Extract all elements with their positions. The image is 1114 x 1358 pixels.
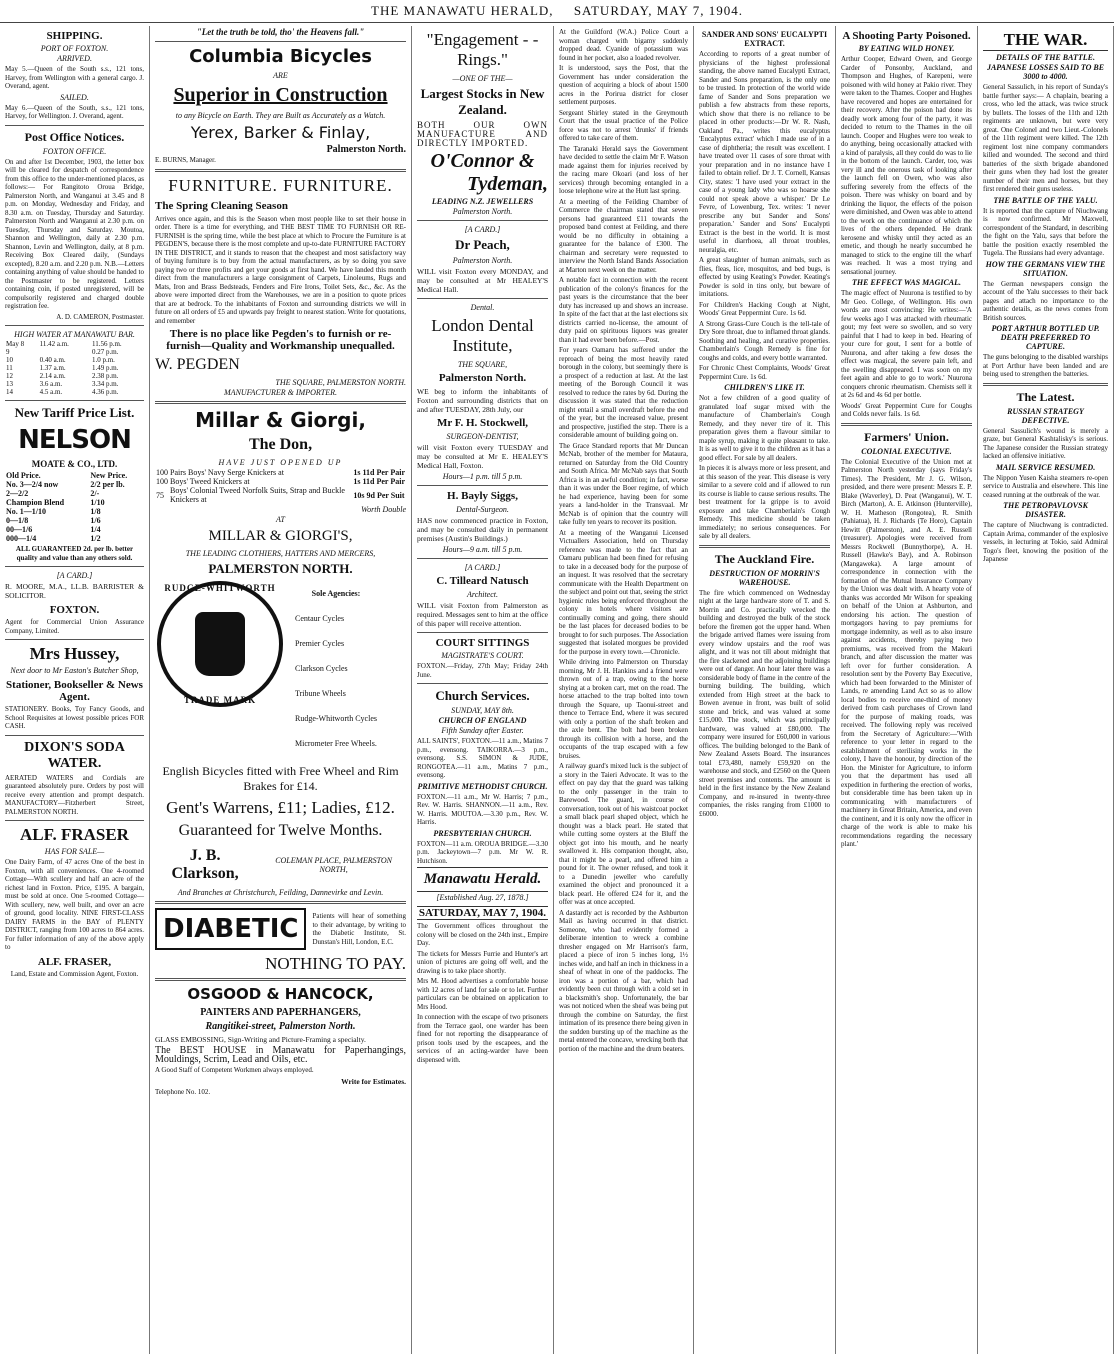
column-7: [978, 26, 1114, 1354]
largest-heading: Largest Stocks in New Zealand.: [420, 86, 545, 117]
pegden-sub: MANUFACTURER & IMPORTER.: [224, 388, 337, 397]
farmers-sub: COLONIAL EXECUTIVE.: [861, 446, 952, 456]
divider: [155, 901, 406, 904]
arrived-label: ARRIVED.: [57, 54, 92, 63]
agency-item: Micrometer Free Wheels.: [295, 739, 377, 748]
clarkson-row: [155, 843, 406, 887]
tide-am: [39, 348, 91, 356]
news-paragraph: A railway guard's mixed luck is the subject of a story in the Taieri Advocate. It was to the effect on pay day that the guard was talking to the only passenger in the train to Barewood. The guard, in course of conversation, took out of his waistcoat pocket a small black pearl shaped object, which he thought was a black pearl. He stated that while cutting some oysters at the Bluff the object got into his mouth, and he nearly swallowed it. His companion thought, also, that it might be a pearl, and offered him a pound for it. The owner refused, and took it to a Dunedin jeweller who carefully examined the object and pronounced it a black pearl. He offered £24 for it, and the offer was at once accepted.: [559, 762, 688, 906]
siggs-text: HAS now commenced practice in Foxton, and may be consulted daily in permanent premises (Austin's Buildings.): [417, 516, 548, 543]
latest-heading: The Latest.: [1016, 389, 1075, 404]
jewellers-city: Palmerston North.: [452, 207, 513, 216]
moore-card: R. MOORE, M.A., LL.B. BARRISTER & SOLICITOR.: [5, 582, 144, 600]
furniture-text: Arrives once again, and this is the Season when most people like to set their house in order. There is a time for everything, and THE BEST TIME TO FURNISH OR RE-FURNISH is the spring time, while the best place at which to Procure the Furniture is at PEGDEN'S, because there is the most complete and up-to-date FURNITURE FACTORY IN THE DISTRICT, and it stands to reason that the cheapest and most satisfactory way of buying furniture is to buy from the actual manufacturers, as by so doing you save paying two or three profits and get your goods at first hand. We have landed this month direct from the manufacturers a large consignment of Carpets, Linoleums, Rugs and Mats, Iron and Brass Bedsteads, Fenders and Fire Irons, Toilet Sets, &c., &c. As the above were imported direct from the Warehouses, we are in a position to quote prices that are at bedrock. To the inhabitants of Foxton and surrounding districts we will in future on all orders of £5 and upwards pay freight to nearest station. Write for quotations, and remember: [155, 214, 406, 325]
price-header: New Price.: [90, 471, 128, 480]
petro-heading: THE PETROPAVLOVSK DISASTER.: [1003, 501, 1088, 519]
column-2: [150, 26, 412, 1354]
yalu-heading: THE BATTLE OF THE YALU.: [993, 195, 1098, 205]
germans-text: The German newspapers consign the account of the Yalu successes to their back pages and attach no importance to the authentic details, as the news comes from British sources.: [983, 279, 1108, 322]
news-paragraph: At a meeting of the Feilding Chamber of Commerce the chairman stated that seven persons had guaranteed £11 towards the proposed band contest at Feilding, and there would be no difficulty in obtaining a guarantee for the balance of £300. The chairman and secretary were requested to interview the North Island Bands Association at Marton next week on the matter.: [559, 197, 688, 274]
yerex-heading: Yerex, Barker & Finlay,: [190, 123, 371, 142]
stockwell-text: will visit Foxton every TUESDAY and may be consulted at Mr E. HEALEY'S Medical Hall, Foxton.: [417, 443, 548, 470]
news-paragraph: A notable fact in connection with the recent publication of the colony's finances for the past years is the circumstance that the beer duty has increased up and shows an increase. In spite of the fact that at the last elections six districts carried no-license, the amount of duty paid on spirituous liquors was greater than it had ever been before.—Post.: [559, 276, 688, 344]
stock-item: Pairs Boys' Navy Serge Knickers at: [170, 468, 284, 477]
farmers-heading: Farmers' Union.: [864, 429, 949, 444]
rangitikei-address: Rangitikei-street, Palmerston North.: [205, 1021, 356, 1032]
news-paragraph: The Taranaki Herald says the Government have decided to settle the claim Mr F. Watson made against them for injuries received by the racing mare Okoari (and loss of her services) through becoming entangled in a loose telephone wire at the Hutt last spring.: [559, 144, 688, 195]
divider: [841, 423, 972, 426]
divider: [5, 125, 144, 126]
pegden-address: THE SQUARE, PALMERSTON NORTH.: [275, 378, 406, 387]
woods-text: Woods' Great Peppermint Cure for Coughs and Colds never fails. 1s 6d.: [841, 401, 972, 418]
osgood-heading: OSGOOD & HANCOCK,: [187, 985, 374, 1003]
don-heading: The Don,: [248, 436, 313, 453]
war-text: General Sassulich, in his report of Sunday's battle further says:— A chaplain, bearing a cross, who led the attack, was twice struck by bullets. The losses of the 11th and 12th regiments are unknown, but were very great. One Colonel and two Lieut.-Colonels of the 11th regiment were killed. The 12th regiment lost nine company commanders killed and wounded. The second and third batteries of the sixth brigade abandoned their guns when they had lost the greater number of their men and horses, but they first rendered their guns useless.: [983, 83, 1108, 193]
column-6: [836, 26, 978, 1354]
petro-text: The capture of Niuchwang is contradicted. Captain Arima, commander of the explosive vessels, in lecturing at Tokio, said Admiral Togo's fleet, knowing the position of the Japanese: [983, 521, 1108, 563]
stock-row: [155, 486, 406, 504]
tide-table: [5, 340, 144, 396]
sanders-text: According to reports of a great number of physicians of the highest professional standing, the above named Eucalypti Extract, Sander and Sons preparation, is the only one to be trusted. In protection of the world wide fame of Sander and Sons preparation we publish a few abstracts from these reports, which show that there is no reliance to be placed in other products:—Dr W. R. Nash, Oakland Pa., writes this eucalyptus 'Eucalyptus extract' which I made use of in a case of diphtheria; the result was excellent. I have treated over 11 cases of sore throat with your preparation and in no instance have I failed to obtain relief. Dr J. T. Cornell, Kansas City, states: 'I have used your extract in the case of a young lady who was so hoarse she could not speak above a whisper.' Dr Le Fevre, of Lowenburg, Tex. writes: 'I never prescribe any but Sander and Sons' preparation.' Sander and Sons' Eucalypti Extract is the best in the world. It is most useful in diarrhoea, all throat troubles, neuralgia, etc.: [699, 50, 830, 254]
divider: [983, 383, 1108, 386]
news-paragraph: At a meeting of the Wanganui Licensed Victuallers Association, held on Thursday reference was made to the fact that an Oamaru publican had been fined for refusing to take in a deceased body for the purpose of an inquest. It was resolved that the secretary communicate with the Health Department on the subject and point out that, seeing the strict hygienic rules being enforced throughout the colony in hotels where visitors are continually coming and going, there should be the last places for deceased bodies to be brought to for such purposes. The Association suggested that isolated morgues be provided for the purpose in every town.—Chronicle.: [559, 528, 688, 656]
tide-day: 10: [6, 356, 13, 364]
children-heading: CHILDREN'S LIKE IT.: [724, 383, 805, 392]
church-heading: Church Services.: [435, 688, 530, 703]
court-text: FOXTON.—Friday, 27th May; Friday 24th June.: [417, 662, 548, 679]
fraser-text: One Dairy Farm, of 47 acres One of the best in Foxton, with all conveniences. One 4-roomed Cottage—With scullery and half an acre of the richest land in Foxton. Price, £195. A bargain, must be sold at once. One 5-roomed Cottage—With scullery, new, well built, and over an acre of ground, good locality. NINE FIRST-CLASS DAIRY FARMS in the BAY of PLENTY DISTRICT, ranging from 100 acres to 864 acres. For fuller information of any of the above apply to: [5, 858, 144, 951]
effect-text: The magic effect of Nuurona is testified to by Mr Geo. College, of Wellington. His own words are most convincing: He writes:—'A few weeks ago I was attacked with rheumatic gout; my feet were so swollen, and so very painful that I had to keep in bed. Hearing of your cure for gout, I sent for a bottle of Nuurona, and after taking a few doses the effect was magical, the severe pain left, and the swelling disappeared. I was soon on my feet again and able to go to work.' Nuurona conquers chronic rheumatism. Chemists sell it at 2s 6d and 4s 6d per bottle.: [841, 289, 972, 399]
price-old: 0—1/8: [6, 516, 29, 525]
tide-day: 14: [6, 388, 13, 396]
divider: [699, 545, 830, 548]
divider: [5, 400, 144, 401]
stock-price: 1s 11d Per Pair: [353, 477, 405, 486]
at-label: AT: [275, 515, 286, 524]
stock-item: Boys' Colonial Tweed Norfolk Suits, Strap and Buckle Knickers at: [170, 486, 345, 504]
hand-icon: [195, 612, 245, 676]
diabetic-text: Patients will hear of something to their advantage, by writing to the Diabetic Institute, St. Dunstan's Hill, London, E.C.: [312, 912, 406, 946]
news-paragraph: Sergeant Shirley stated in the Greymouth Court that the usual practice of the Police force was not to arrest 'drunks' if friends offered to take care of them.: [559, 108, 688, 142]
war-heading: THE WAR.: [983, 30, 1108, 51]
peach-name: Dr Peach,: [455, 237, 510, 252]
price-row: [5, 525, 144, 534]
price-old: 000—1/4: [6, 534, 37, 543]
divider: [417, 485, 548, 486]
nelson-logo: NELSON: [18, 425, 131, 455]
superior-heading: Superior in Construction: [173, 84, 388, 106]
price-old: Champion Blend: [6, 498, 65, 507]
mail-text: The Nippon Yusen Kaisha steamers re-open service to Australia and elsewhere. This line ceased running at the outbreak of the war.: [983, 473, 1108, 499]
tide-pm: 4.36 p.m.: [91, 388, 119, 396]
news-paragraph: It is understood, says the Post, that the Government has under consideration the question of acquiring a block of about 1500 acres in the Porirua district for closer settlement purposes.: [559, 64, 688, 106]
tide-pm: 0.27 p.m.: [91, 348, 119, 356]
dental-text: WE beg to inform the inhabitants of Foxton and surrounding districts that on and after TUESDAY, 28th July, our: [417, 387, 548, 414]
tide-am: 4.5 a.m.: [39, 388, 63, 396]
diabetic-heading: DIABETIC: [155, 908, 306, 950]
post-office-sub: FOXTON OFFICE.: [42, 146, 107, 156]
yerex-city: Palmerston North.: [326, 144, 406, 155]
shooting-text: Arthur Cooper, Edward Owen, and George Carder of Ponsonby, Auckland, and Thompson and Hughes, of Karepeni, were poisoned with wild honey at Pakio river. They were taken to the Thames. Cooper and Hughes have recovered and hopes are entertained for their recovery. After the poison had done its deadly work among four of the party, it was decided to return to the Thames in the oil launch. Cooper and Hughes were too weak to do anything, being occasionally attacked with a kind of paralysis, all they could do was to lie in the bottom of the launch. Carder, too, was very ill and the onerous task of looking after the launch fell on Owen, who was also suffering severely from the effects of the poison. There was whisky on board and by drinking the liquor, the effects of the poison were diminished, and Owen was able to attend to the work on the continuance of which the lives of the others depended. He drank kerosene and whisky until they acted as an emetic, and though he nearly succumbed he managed to stick to the engine till the wharf was reached. It was a most trying and sensational journey.: [841, 55, 972, 276]
clarkson-name: J. B. Clarkson,: [171, 847, 239, 882]
one-of-label: —ONE OF THE—: [452, 74, 513, 83]
news-paragraph: A dastardly act is recorded by the Ashburton Mail as having occurred in that district. Someone, who had evidently formed a deliberate intention to wreck a combine thresher engaged on Mr Harrison's farm, placed a piece of iron 5 inches long, 1½ inches wide, and half an inch in thickness in a sheaf of wheat in one of the paddocks. The iron was a portion of a bar, which had evidently been cut through with a cold set in a blacksmith's shop. Unfortunately, the bar was not noticed when the sheaf was being put through the combine on Saturday, the first intimation of its presence there being given in the sudden bursting up of the machine as the metal entered the concave, wrecking both that portion of the machine and the drum beaters.: [559, 908, 688, 1053]
stock-note: Worth Double: [361, 505, 406, 514]
shooting-sub: BY EATING WILD HONEY.: [858, 44, 955, 53]
editorial-1: The Government offices throughout the colony will be closed on the 24th inst., Empire Day.: [417, 922, 548, 947]
divider: [5, 639, 144, 640]
moore-agent: Agent for Commercial Union Assurance Company, Limited.: [5, 618, 144, 635]
nothing-to-pay: NOTHING TO PAY.: [265, 954, 406, 973]
painters-label: PAINTERS AND PAPERHANGERS,: [200, 1007, 361, 1018]
tide-row: [5, 372, 144, 380]
stock-qty: 75: [156, 490, 164, 500]
agency-item: Tribune Wheels: [295, 689, 346, 698]
peach-city: Palmerston North.: [452, 256, 513, 265]
clothiers-label: THE LEADING CLOTHIERS, HATTERS AND MERCERS,: [185, 549, 376, 558]
rudge-whitworth-logo: [157, 581, 283, 707]
tide-row: [5, 348, 144, 356]
agency-item: Clarkson Cycles: [295, 664, 348, 673]
divider: [155, 41, 406, 42]
staff-text: A Good Staff of Competent Workmen always employed.: [155, 1066, 314, 1074]
price-old: No. 1—1/10: [6, 507, 46, 516]
hussey-name: Mrs Hussey,: [29, 644, 120, 663]
are-label: ARE: [273, 71, 288, 80]
mail-heading: MAIL SERVICE RESUMED.: [995, 462, 1096, 472]
tide-am: 1.37 a.m.: [39, 364, 66, 372]
stationery-text: STATIONERY. Books, Toy Fancy Goods, and School Requisites at lowest possible prices FOR CASH.: [5, 705, 144, 730]
hussey-sub: Next door to Mr Easton's Butcher Shop,: [10, 666, 139, 675]
divider: [5, 566, 144, 567]
divider: [155, 169, 406, 172]
pepper-text: For Chronic Chest Complaints, Woods' Great Peppermint Cure. 1s 6d.: [699, 364, 830, 381]
editorial-2: The tickets for Messrs Furrie and Hunter's art union of pictures are going off well, and the drawing is to take place shortly.: [417, 949, 548, 975]
price-header-row: [5, 471, 144, 480]
stockwell-name: Mr F. H. Stockwell,: [436, 417, 529, 429]
court-heading: COURT SITTINGS: [435, 637, 530, 649]
card-label-2: [A CARD.]: [464, 563, 501, 572]
divider: [5, 820, 144, 821]
tydeman-name: Tydeman,: [467, 173, 548, 195]
postmaster-sign: A. D. CAMERON, Postmaster.: [56, 312, 144, 321]
editorial-4: In connection with the escape of two prisoners from the Terrace gaol, one warder has been fined for not reporting the disappearance of prison tools used by the escapees, and the services of an acting-warder have been dispensed with.: [417, 1013, 548, 1064]
stock-price: 10s 9d Per Suit: [353, 490, 405, 500]
stockwell-hours: Hours—1 p.m. till 5 p.m.: [442, 472, 523, 481]
engagement-heading: "Engagement - - Rings.": [426, 30, 539, 69]
price-old: 00—1/6: [6, 525, 33, 534]
auckland-fire-sub: DESTRUCTION OF MORRIN'S WAREHOUSE.: [709, 568, 820, 587]
furniture-heading: FURNITURE. FURNITURE.: [168, 175, 393, 195]
primitive-label: PRIMITIVE METHODIST CHURCH.: [417, 781, 548, 791]
port-arthur-heading: PORT ARTHUR BOTTLED UP. DEATH PREFERRED TO CAPTURE.: [991, 324, 1100, 351]
presby-label: PRESBYTERIAN CHURCH.: [433, 828, 532, 838]
stock-qty: 100: [156, 468, 168, 477]
issue-date: SATURDAY, MAY 7, 1904.: [573, 3, 743, 18]
post-office-text: On and after 1st December, 1903, the letter box will be cleared for despatch of correspondence from this office to the under-mentioned places, as follows:— For Rangitoto Oroua Bridge, Palmerston North, and Wanganui at 3.45 and 8 p.m. on Monday, Wednesday and Friday, and 8.30 a.m. on Tuesday, Thursday and Saturday. Palmerston North and Wanganui at 2.30 p.m. on Tuesday, Thursday and Saturday. Moutoa, Shannon and Wellington, daily at 2.30 p.m. Shannon, Levin and Wellington, daily, at 8 p.m. Receiving Box Cleared daily, (Sundays excepted), 8.20 a.m. and 2.20 p.m. N.B.—Letters containing anything of value should be handed to the Postmaster to be registered. Letters containing coin, if posted unregistered, will be compulsorily registered and charged double registration fee.: [5, 157, 144, 310]
fraser-heading: ALF. FRASER: [20, 825, 129, 844]
magistrate-label: MAGISTRATE'S COURT.: [441, 651, 524, 660]
price-new: 1/2: [90, 534, 101, 543]
hacking-text: For Children's Hacking Cough at Night, Woods' Great Peppermint Cure. 1s 6d.: [699, 300, 830, 317]
sunday-label: SUNDAY, MAY 8th.: [451, 706, 514, 715]
tide-day: 11: [6, 364, 13, 372]
price-new: 1/6: [90, 516, 101, 525]
price-table: [5, 471, 144, 543]
divider: [5, 325, 144, 326]
estimates-text: Write for Estimates.: [341, 1076, 406, 1086]
dixon-text: AERATED WATERS and Cordials are guaranteed absolutely pure. Orders by post will receive every attention and prompt despatch. MANUFACTORY—Fitzherbert Street, PALMERSTON NORTH.: [5, 773, 144, 816]
siggs-name: H. Bayly Siggs,: [447, 490, 518, 502]
tide-day: 9: [6, 348, 10, 356]
columbia-heading: Columbia Bicycles: [189, 46, 372, 67]
tide-row: [5, 356, 144, 364]
price-new: 1/8: [90, 507, 101, 516]
tide-pm: 3.34 p.m.: [91, 380, 119, 388]
price-new: 2/-: [90, 489, 100, 498]
divider: [417, 298, 548, 299]
tide-heading: HIGH WATER AT MANAWATU BAR.: [14, 330, 135, 339]
tide-pm: 1.0 p.m.: [91, 356, 115, 364]
shipping-heading: SHIPPING.: [46, 30, 103, 42]
price-row: [5, 489, 144, 498]
tide-am: 0.40 a.m.: [39, 356, 66, 364]
card-label: [A CARD.]: [56, 571, 93, 580]
agencies-list: [295, 581, 377, 756]
shipping-port: PORT OF FOXTON.: [40, 44, 109, 53]
price-row: [5, 498, 144, 507]
square-label: THE SQUARE,: [457, 360, 508, 369]
price-row: [5, 516, 144, 525]
coe-text: ALL SAINTS', FOXTON.—11 a.m., Matins 7 p.m., evensong. TAIKORRA.—3 p.m., evensong. S.S. SIMON & JUDE, RONGOTEA.—11 a.m., Matins 7 p.m., evensong.: [417, 737, 548, 779]
fire-text: The fire which commenced on Wednesday night at the large hardware store of T. and S. Morrin and Co. practically wrecked the building and destroyed the bulk of the stock before the firemen got the upper hand. When the brigade arrived flames were issuing from every window upstairs and the roof was alight, and it was not till about midnight that the fire slackened and the adjoining buildings were out of danger. An hour later there was a considerable body of flame in the centre of the burning building. The building, which extended from High street at the back to Bowen avenue in front, was built of solid stone and brick, and was valued at some £15,000. The stock, which was principally hardware, was valued at £80,000. The company were insured for £60,000 in various offices. The building belonged to the Bank of New Zealand Assets Board. The insurances total £73,480, namely £59,920 on the warehouse and stock, and £2560 on the Queen street premises and contents. The amount is held in the first instance by the New Zealand Company, and re-insured in twenty-three companies, the risks ranging from £1000 to £6000.: [699, 588, 830, 818]
effect-heading: THE EFFECT WAS MAGICAL.: [851, 278, 962, 287]
herald-title: Manawatu Herald.: [417, 867, 548, 892]
losses-heading: JAPANESE LOSSES SAID TO BE 3000 to 4000.: [986, 63, 1105, 81]
clarkson-address: COLEMAN PLACE, PALMERSTON NORTH,: [275, 856, 393, 874]
stock-price: 1s 11d Per Pair: [353, 468, 405, 477]
tariff-heading: New Tariff Price List.: [14, 405, 135, 420]
millar2-heading: MILLAR & GIORGI'S,: [208, 528, 353, 544]
post-office-heading: Post Office Notices.: [24, 129, 125, 144]
stock-qty: 100: [156, 477, 168, 486]
column-4: [554, 26, 694, 1354]
price-row: [5, 480, 144, 489]
warrens-prices: Gent's Warrens, £11; Ladies, £12.: [166, 798, 395, 817]
spring-heading: The Spring Cleaning Season: [155, 199, 288, 212]
sailed-label: SAILED.: [60, 92, 89, 102]
divider: [155, 978, 406, 981]
oconnor-name: O'Connor &: [430, 150, 535, 172]
clarkson-branches: And Branches at Christchurch, Feilding, Dannevirke and Levin.: [177, 888, 384, 897]
siggs-sub: Dental-Surgeon.: [456, 505, 509, 514]
children-text: Not a few children of a good quality of granulated loaf sugar mixed with the manufacture of Chamberlain's Cough Remedy, and they never tire of it. This preparation gives them a flavour similar to maple syrup, making it quite pleasant to take. It is as well to give it to the children as it has a good effect. For sale by all dealers.: [699, 394, 830, 462]
dental-label: Dental.: [470, 303, 495, 312]
price-new: 2/2 per lb.: [90, 480, 125, 489]
tide-day: 12: [6, 372, 13, 380]
stock-item: Boys' Tweed Knickers at: [170, 477, 250, 486]
agencies-heading: Sole Agencies:: [311, 589, 361, 598]
superior-sub: to any Bicycle on Earth. They are Built as Accurately as a Watch.: [175, 111, 386, 120]
stock-table: [155, 468, 406, 504]
divider: [5, 735, 144, 736]
arrived-text: May 5.—Queen of the South s.s., 121 tons, Harvey, from Wellington with a general cargo. J. Overand, agent.: [5, 65, 144, 90]
peach-text: WILL visit Foxton every MONDAY, and may be consulted at Mr HEALEY'S Medical Hall.: [417, 267, 548, 294]
pegden-tagline: There is no place like Pegden's to furnish or re-furnish—Quality and Workmanship unequalled.: [166, 328, 395, 352]
grippe-text: In pieces it is always more or less present, and at this season of the year. This disease is very similar to a severe cold and if allowed to run its course is liable to cause serious results. The best treatment for la grippe is to avoid exposure and take Chamberlain's Cough Remedy. This medicine should be taken immediately; no serious consequences. For sale by all dealers.: [699, 464, 830, 540]
primitive-text: FOXTON.—11 a.m., Mr W. Harris; 7 p.m., Rev. W. Harris. SHANNON.—11 a.m., Rev. W. Harris. MOUTOA.—3.30 p.m., Rev. W. Harris.: [417, 792, 548, 826]
coe-label: CHURCH OF ENGLAND: [438, 716, 527, 725]
tide-pm: 2.38 p.m.: [91, 372, 119, 380]
tide-am: 11.42 a.m.: [39, 340, 69, 348]
dixon-heading: DIXON'S SODA WATER.: [24, 739, 125, 771]
masthead: [0, 0, 1114, 23]
fraser-sign: ALF. FRASER,: [37, 955, 112, 968]
tide-day: May 8: [6, 340, 25, 348]
siggs-hours: Hours—9 a.m. till 5 p.m.: [442, 545, 523, 554]
nelson-sub: MOATE & CO., LTD.: [31, 459, 118, 469]
stationer: Stationer, Bookseller & News Agent.: [6, 679, 143, 703]
millar-city: PALMERSTON NORTH.: [208, 561, 353, 576]
port-arthur-text: The guns belonging to the disabled warships at Port Arthur have been landed and are being used to strengthen the batteries.: [983, 353, 1108, 378]
divider: [417, 220, 548, 221]
agency-item: Centaur Cycles: [295, 614, 345, 623]
yalu-text: It is reported that the capture of Niuchwang is now confirmed. Mr Maxwell, correspondent of the Standard, in describing the fight on the Yalu, says that before the battle the position exactly resembled the Tugela. The Russians had every advantage.: [983, 206, 1108, 257]
english-bicycles: English Bicycles fitted with Free Wheel and Rim Brakes for £14.: [162, 764, 399, 793]
news-paragraph: For years Oamaru has suffered under the reproach of being the most heavily rated borough in the colony, but seemingly there is a prospect of a reduction at last. At the last meeting of the Borough Council it was resolved to reduce the rates by 6d. During the discussion it was stated that the reduction might entail a small overdraft before the end of the year, but the increased value, present and prospective, justified the step. There is a considerable amount of building going on.: [559, 346, 688, 439]
tide-row: [5, 380, 144, 388]
surgeon-label: SURGEON-DENTIST,: [446, 432, 519, 441]
column-1: [0, 26, 150, 1354]
strong-text: A Strong Grass-Cure Couch is the tell-tale of Dry Sore throat, due to inflamed throat glands. Soothing and healing, and curative properties. Chamberlain's Cough Remedy is fine for coughs and colds, and every bottle warranted.: [699, 319, 830, 362]
news-paragraph: At the Guildford (W.A.) Police Court a woman charged with bigamy suddenly dropped dead. Cyanide of potassium was found in her pocket, also a loaded revolver.: [559, 28, 688, 62]
news-paragraph: While driving into Palmerston on Thursday morning, Mr J. H. Hankins and a friend were thrown out of a trap, owing to the horse shying at a broken cart, met on the road. The horse attached to the trap bolted into town through the Square, up Taonui-street and thence to Terrace End, where it was secured with only a portion of the shaft broken and the axle bent. The bolt had been broken through its collision with a horse, and the occupants of the trap escaped with a few bruises.: [559, 658, 688, 760]
price-header: Old Price.: [6, 471, 41, 480]
column-3: [412, 26, 554, 1354]
tide-am: 3.6 a.m.: [39, 380, 63, 388]
fraser-sub: HAS FOR SALE—: [44, 847, 105, 856]
opened-label: HAVE JUST OPENED UP: [218, 458, 343, 467]
architect-label: Architect.: [466, 590, 499, 599]
divider: [417, 632, 548, 633]
divider: [417, 558, 548, 559]
rudge-block: [155, 581, 406, 761]
herald-date: SATURDAY, MAY 7, 1904.: [418, 907, 547, 919]
germans-heading: HOW THE GERMANS VIEW THE SITUATION.: [985, 259, 1106, 278]
war-sub: DETAILS OF THE BATTLE.: [996, 53, 1095, 62]
stock-row: [155, 468, 406, 477]
tide-pm: 11.56 p.m.: [91, 340, 122, 348]
russian-text: General Sassulich's wound is merely a graze, but General Kashtalisky's is serious. The Japanese consider the Russian strategy lacked an offensive initiative.: [983, 426, 1108, 460]
yerex-manager: E. BURNS, Manager.: [155, 156, 216, 164]
glass-text: GLASS EMBOSSING, Sign-Writing and Picture-Framing a specialty.: [155, 1035, 366, 1044]
price-new: 1/4: [90, 525, 101, 534]
guarantee: Guaranteed for Twelve Months.: [178, 822, 383, 839]
both-text: BOTH OUR OWN MANUFACTURE AND DIRECTLY IMPORTED.: [417, 120, 548, 148]
shooting-heading: A Shooting Party Poisoned.: [842, 30, 971, 42]
jewellers-label: LEADING N.Z. JEWELLERS: [431, 197, 534, 206]
tide-day: 13: [6, 380, 13, 388]
price-old: 2—2/2: [6, 489, 29, 498]
price-old: No. 3—2/4 now: [6, 480, 59, 489]
editorial-3: Mrs M. Hood advertises a comfortable house with 12 acres of land for sale or to let. Further particulars can be obtained on application to Mrs Hood.: [417, 977, 548, 1011]
divider: [417, 683, 548, 684]
fraser-sign2: Land, Estate and Commission Agent, Foxton.: [10, 969, 139, 978]
fifth-sunday: Fifth Sunday after Easter.: [441, 726, 524, 735]
stock-row: [155, 477, 406, 486]
tide-row: [5, 364, 144, 372]
rudge-bottom-text: TRADE MARK: [183, 695, 257, 705]
established-label: [Established Aug. 27, 1878.]: [436, 893, 529, 902]
rudge-top-text: RUDGE-WHITWORTH: [164, 583, 276, 593]
sanders-heading: SANDER AND SONS' EUCALYPTI EXTRACT.: [701, 30, 828, 48]
price-row: [5, 534, 144, 543]
price-row: [5, 507, 144, 516]
natusch-text: WILL visit Foxton from Palmerston as required. Messages sent to him at the office of this paper will receive attention.: [417, 601, 548, 628]
tide-pm: 1.49 p.m.: [91, 364, 119, 372]
tide-row: [5, 340, 144, 348]
telephone-text: Telephone No. 102.: [155, 1087, 211, 1096]
natusch-name: C. Tilleard Natusch: [436, 575, 529, 587]
divider: [155, 401, 406, 404]
tide-row: [5, 388, 144, 396]
news-paragraph: The Grace Standard reports that Mr Duncan McNab, brother of the member for Mataura, returned on Saturday from the Old Country and South Africa. Mr McNab says that South Africa is in an awful condition; in fact, worse than it was under the Boer regime, of which he had experience, having been for some years a land-holder in the Transvaal. Mr McNab is of opinion that the country will take fully ten years to recover its position.: [559, 441, 688, 526]
column-5: [694, 26, 836, 1354]
sailed-text: May 6.—Queen of the South, s.s., 121 tons, Harvey, for Wellington. J. Overand, agent.: [5, 103, 144, 120]
russian-heading: RUSSIAN STRATEGY DEFECTIVE.: [1007, 406, 1084, 425]
pegden-name: W. PEGDEN: [155, 356, 240, 373]
agency-item: Rudge-Whitworth Cycles: [295, 714, 377, 723]
card-label: [A CARD.]: [464, 225, 501, 234]
foxton-label: FOXTON.: [49, 604, 100, 616]
millar-heading: Millar & Giorgi,: [195, 408, 366, 432]
best-house-text: The BEST HOUSE in Manawatu for Paperhangings, Mouldings, Scrim, Lead and Oils, etc.: [155, 1045, 406, 1065]
presby-text: FOXTON—11 a.m. OROUA BRIDGE.—3.30 p.m. Jackeytown—7 p.m. Mr W. R. Hutchison.: [417, 839, 548, 865]
agency-item: Premier Cycles: [295, 639, 345, 648]
dental-city: Palmerston North.: [438, 372, 527, 384]
diabetic-ad: [155, 908, 406, 950]
motto: "Let the truth be told, tho' the Heavens fall.": [196, 27, 365, 37]
auckland-fire-heading: The Auckland Fire.: [714, 551, 815, 566]
price-new: 1/10: [90, 498, 105, 507]
animals-text: A great slaughter of human animals, such as flies, fleas, lice, mosquitos, and bed bugs, is effected by using Keating's Powder. Keating's Powder is sold in tins only, but beware of imitations.: [699, 256, 830, 298]
newspaper-title: THE MANAWATU HERALD,: [371, 3, 554, 18]
tide-am: 2.14 a.m.: [39, 372, 66, 380]
london-dental-heading: London Dental Institute,: [431, 316, 534, 355]
farmers-text: The Colonial Executive of the Union met at Palmerston North yesterday (says Friday's Times). The President, Mr J. G. Wilson, presided, and there were present: Messrs E. P. Blake (Waverley), D. Peat (Wanganui), W. T. Birch (Marton), A. E. Atkinson (Hunterville), W. H. Matheson (Rongotea), R. Smith (Pahiatua), H. J. Richards (Te Horo), Captain Hewitt (Palmerston), and A. E. Russell (treasurer). Apologies were received from Messrs Rockwell (Bunnythorpe), A. H. Russell (Hawke's Bay), and A. Robinson (Mangaweka). A large amount of correspondence in connection with the formation of the Mutual Insurance Company by the Union was dealt with. A hearty vote of thanks was accorded Mr Wilson for speaking on behalf of the Union at Ashburton, and endorsing his action. The question of mortgagors having to pay premiums for mortgage indemnity, as well as to also insure against accidents, thereby paying two premiums, was received from the Makuri branch, and after discussion the matter was left over for further consideration. A resolution sent by the Poverty Bay Executive, which had been forwarded to the Minister of Lands, re amending Land Act so as to allow local bodies to receive one-third of money derived from cash purchases of Crown land for the purpose of making roads, was received. The following reply was received from the Secretary of Agriculture:—'With reference to your letter in regard to the establishment of sterilising works in the colony, I have the honour, by direction of the Hon. the Minister for Agriculture, to inform you that the department has used all expedition in furthering the erection of works, but considerable time has been taken up in communicating with manufacturers of machinery in Great Britain, America, and even the continent, and it is only now the officer in charge of the work is able to make his recommendations regarding the necessary plant.': [841, 457, 973, 848]
tariff-note: ALL GUARANTEED 2d. per lb. better quality and value than any others sold.: [15, 545, 134, 562]
